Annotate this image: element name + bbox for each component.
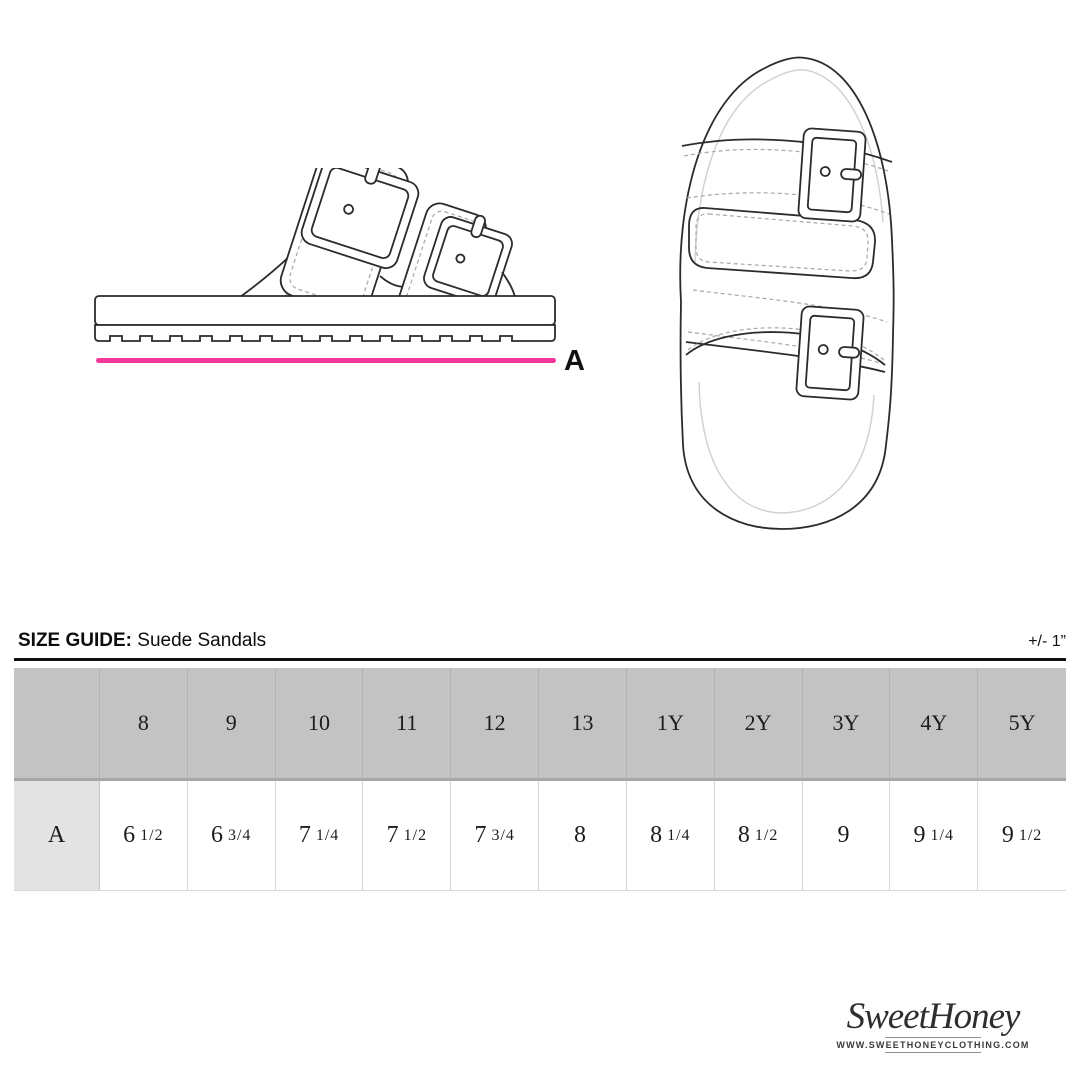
measurement-cell: 9 1/2	[978, 781, 1066, 891]
column-header: 1Y	[627, 668, 715, 781]
column-header: 12	[451, 668, 539, 781]
header-divider-rule	[14, 658, 1066, 661]
brand-logo-wordmark: SweetHoney	[846, 996, 1020, 1037]
column-header: 11	[363, 668, 451, 781]
measurement-cell: 8 1/4	[627, 781, 715, 891]
column-header: 4Y	[890, 668, 978, 781]
brand-logo	[818, 998, 1048, 1055]
column-header: 13	[539, 668, 627, 781]
measurement-cell: 7 1/4	[276, 781, 364, 891]
measurement-cell: 9	[803, 781, 891, 891]
brand-website-url: WWW.SWEETHONEYCLOTHING.COM	[836, 1040, 1030, 1050]
column-header: 2Y	[715, 668, 803, 781]
size-table	[14, 668, 1066, 891]
size-guide-title-bold: SIZE GUIDE:	[18, 630, 133, 651]
measurement-cell: 8	[539, 781, 627, 891]
measurement-cell: 8 1/2	[715, 781, 803, 891]
column-header: 8	[100, 668, 188, 781]
logo-divider-bottom	[885, 1052, 981, 1053]
measurement-cell: 7 3/4	[451, 781, 539, 891]
size-guide-header	[14, 630, 1066, 656]
column-header: 3Y	[803, 668, 891, 781]
sandal-top-view-illustration	[655, 50, 900, 535]
measurement-cell: 7 1/2	[363, 781, 451, 891]
table-corner-cell	[14, 668, 100, 781]
size-guide-title-product: Suede Sandals	[132, 630, 267, 651]
tolerance-note: +/- 1”	[1028, 633, 1066, 650]
measurement-label-a: A	[564, 345, 585, 377]
column-header: 5Y	[978, 668, 1066, 781]
size-guide-title	[18, 630, 266, 652]
measurement-line-a	[96, 358, 556, 363]
sandal-side-view-illustration	[88, 168, 568, 354]
measurement-cell: 6 1/2	[100, 781, 188, 891]
measurement-cell: 6 3/4	[188, 781, 276, 891]
column-header: 9	[188, 668, 276, 781]
column-header: 10	[276, 668, 364, 781]
measurement-cell: 9 1/4	[890, 781, 978, 891]
row-label-a: A	[14, 781, 100, 891]
logo-divider-top	[885, 1037, 981, 1038]
